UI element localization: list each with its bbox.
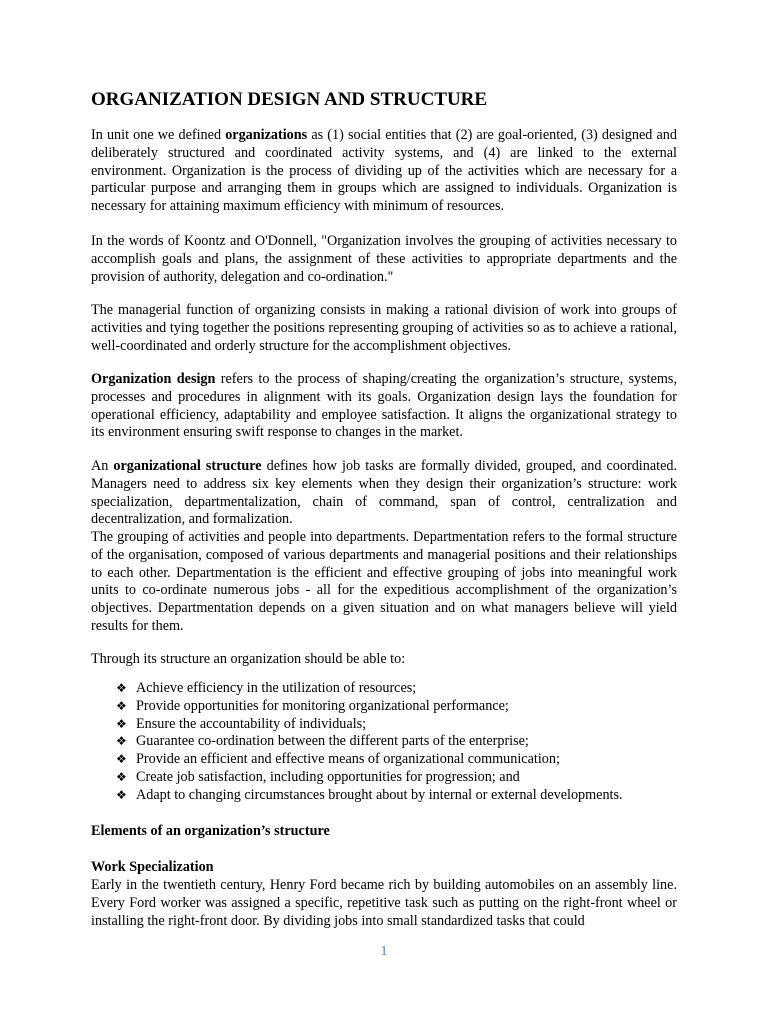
paragraph-henry-ford: Early in the twentieth century, Henry Ford became rich by building automobiles on an assembly line. Every Ford worker was assigned a specific, repetitive task such as putting on the right-front wheel or installing the right-front door. By dividing jobs into small standardized tasks that could: [91, 877, 677, 929]
list-item: [116, 733, 623, 751]
page-number: 1: [380, 944, 388, 959]
subsection-heading-work-specialization: Work Specialization: [91, 859, 214, 875]
document-title: ORGANIZATION DESIGN AND STRUCTURE: [91, 89, 488, 110]
paragraph-through-structure: Through its structure an organization should be able to:: [91, 651, 406, 667]
list-item: [116, 751, 623, 769]
diamond-bullet-icon: ❖: [116, 769, 127, 784]
list-item: [116, 716, 623, 734]
paragraph-text: An: [91, 458, 114, 474]
list-item-text: Adapt to changing circumstances brought about by internal or external developments.: [136, 786, 623, 803]
diamond-bullet-icon: ❖: [116, 716, 127, 731]
diamond-bullet-icon: ❖: [116, 681, 127, 695]
list-item-text: Guarantee co-ordination between the different parts of the enterprise;: [136, 733, 529, 750]
paragraph-departmentation: The grouping of activities and people into departments. Departmentation refers to the formal structure of the organisation, composed of various departments and managerial positions and their relationships to each other. Departmentation is the efficient and effective grouping of jobs into meaningful work units to co-ordinate numerous jobs - all for the expeditious accomplishment of the organization’s objectives. Departmentation depends on a given situation and on what managers believe will yield results for them.: [91, 529, 677, 634]
list-item: [116, 698, 623, 716]
list-item-text: Provide an efficient and effective means of organizational communication;: [136, 751, 560, 768]
paragraph-organizational-structure: [91, 458, 677, 529]
paragraph-organization-design: [91, 371, 677, 442]
bold-term-organizations: organizations: [225, 127, 308, 143]
paragraph-organizations-definition: [91, 127, 677, 216]
diamond-bullet-icon: ❖: [116, 787, 127, 802]
list-item: [116, 787, 623, 805]
paragraph-managerial-function: The managerial function of organizing consists in making a rational division of work into groups of activities and tying together the positions representing grouping of activities so as to achieve a rational, well-coordinated and orderly structure for the accomplishment objectives.: [91, 302, 677, 354]
diamond-bullet-icon: ❖: [116, 752, 127, 767]
list-item-text: Ensure the accountability of individuals;: [136, 715, 367, 732]
paragraph-text: defines how job tasks are formally divided, grouped, and coordinated. Managers need to address six key elements when they design their organization’s structure: work specialization, departmentalization, chain of command, span of control, centralization and decentralization, and formalization.: [91, 458, 678, 528]
list-item: [116, 680, 623, 698]
list-item: [116, 769, 623, 787]
bullet-list: [116, 680, 623, 805]
paragraph-text: as (1) social entities that (2) are goal-oriented, (3) designed and deliberately structured and coordinated activity systems, and (4) are linked to the external environment. Organization is the process of dividing up of the activities which are necessary for a particular purpose and arranging them in groups which are assigned to individuals. Organization is necessary for attaining maximum efficiency with minimum of resources.: [91, 127, 677, 215]
bold-term-organization-design: Organization design: [91, 371, 216, 387]
diamond-bullet-icon: ❖: [116, 734, 127, 749]
list-item-text: Achieve efficiency in the utilization of resources;: [136, 680, 417, 696]
diamond-bullet-icon: ❖: [116, 698, 127, 713]
paragraph-text: refers to the process of shaping/creating the organization’s structure, systems, processes and procedures in alignment with its goals. Organization design lays the foundation for operational efficiency, adaptability and employee satisfaction. It aligns the organizational strategy to its environment ensuring swift response to changes in the market.: [91, 371, 677, 441]
paragraph-text: In unit one we defined: [91, 127, 226, 143]
list-item-text: Provide opportunities for monitoring organizational performance;: [136, 697, 509, 714]
section-heading-elements: Elements of an organization’s structure: [91, 823, 330, 839]
paragraph-koontz-quote: In the words of Koontz and O'Donnell, "Organization involves the grouping of activities necessary to accomplish goals and plans, the assignment of these activities to appropriate departments and the provision of authority, delegation and co-ordination.": [91, 233, 677, 285]
bold-term-organizational-structure: organizational structure: [113, 458, 262, 474]
list-item-text: Create job satisfaction, including opportunities for progression; and: [136, 768, 520, 785]
